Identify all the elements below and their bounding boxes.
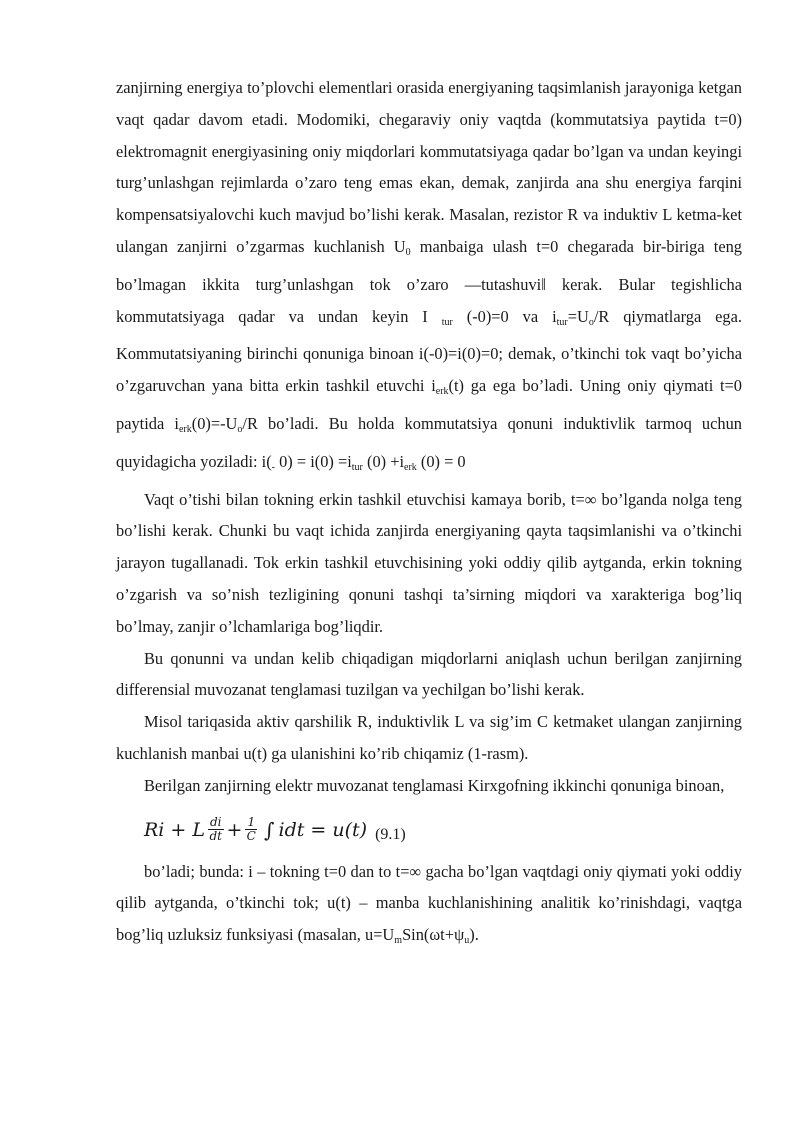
paragraph-3: Bu qonunni va undan kelib chiqadigan miqdorlarni aniqlash uchun berilgan zanjirning differensial muvozanat tenglamasi tuzilgan va yechilgan bo’lishi kerak. — [116, 648, 742, 700]
subscript: m — [394, 935, 403, 947]
paragraph-4: Misol tariqasida aktiv qarshilik R, induktivlik L va sig’im C ketmaket ulangan zanjirning kuchlanish manbai u(t) ga ulanishini ko’rib chiqamiz (1-rasm). — [116, 712, 742, 763]
fraction-denominator: dt — [209, 829, 223, 844]
text-span: bo’ladi; bunda: i – tokning t=0 dan to t=∞ gacha bo’lgan vaqtdagi oniy qiymati yoki oddiy qilib aytganda, o’tkinchi tok; u(t) – manba kuchlanishining analitik ko’rinishdagi, vaqtga bog’liq uzluksiz funksiyasi (masalan, u=U — [116, 861, 742, 945]
subscript: tur — [441, 316, 453, 328]
text-span: (0) = 0 — [416, 451, 466, 471]
text-span: manbaiga ulash t=0 chegarada bir-biriga teng bo’lmagan ikkita turg’unlashgan tok o’zaro ―tutashuvi‖ kerak. Bular tegishlicha kommutatsiyaga qadar va undan keyin I — [116, 236, 742, 326]
fraction-numerator: 1 — [247, 815, 256, 830]
document-page — [116, 72, 742, 957]
text-span: /R qiymatlarga ega. Kommutatsiyaning birinchi qonuniga binoan i(-0)=i(0)=0; demak, o’tkinchi tok vaqt bo’yicha o’zgaruvchan yana bitta erkin tashkil etuvchi i — [116, 306, 742, 396]
subscript: u — [464, 935, 470, 947]
fraction-di-dt — [208, 816, 224, 843]
subscript: o — [588, 316, 594, 328]
fraction-numerator: di — [210, 815, 222, 830]
equation — [144, 816, 367, 843]
subscript: o — [237, 423, 243, 435]
paragraph-5: Berilgan zanjirning elektr muvozanat tenglamasi Kirxgofning ikkinchi qonuniga binoan, — [144, 775, 725, 795]
subscript: - — [271, 461, 276, 473]
subscript: erk — [178, 423, 192, 435]
text-span: (0) +i — [362, 451, 404, 471]
equation-plus: + — [226, 818, 243, 841]
text-span: /R bo’ladi. Bu holda kommutatsiya qonuni induktivlik tarmoq uchun quyidagicha yoziladi: i( — [116, 413, 742, 471]
text-span: zanjirning energiya to’plovchi elementlari orasida energiyaning taqsimlanish jarayoniga ketgan vaqt qadar davom etadi. Modomiki, chegaraviy oniy vaqtda (kommutatsiya paytida t=0) elektromagnit energiyasining oniy miqdorlari kommutatsiyaga qadar bo’lgan va undan keyingi turg’unlashgan rejimlarda o’zaro teng emas ekan, demak, zanjirda ana shu energiya farqini kompensatsiyalovchi kuch mavjud bo’lishi kerak. Masalan, rezistor R va induktiv L ketma-ket ulangan zanjirni o’zgarmas kuchlanish U — [116, 78, 742, 256]
subscript: 0 — [405, 246, 411, 258]
text-span: Sin(ωt+ψ — [402, 925, 465, 945]
subscript: erk — [435, 386, 449, 398]
text-span: (t) ga ega bo’ladi. Uning oniy qiymati t=0 paytida i — [116, 376, 742, 433]
text-span: 0) = i(0) =i — [275, 451, 352, 471]
fraction-1-c — [245, 816, 257, 843]
paragraph-2: Vaqt o’tishi bilan tokning erkin tashkil etuvchisi kamaya borib, t=∞ bo’lganda nolga teng bo’lishi kerak. Chunki bu vaqt ichida zanjirda energiyaning qayta taqsimlanishi va o’tkinchi jarayon tugallanadi. Tok erkin tashkil etuvchisining yoki oddiy qilib aytganda, erkin tokning o’zgarish va so’nish tezligining qonuni tashqi ta’sirning miqdori va xarakteriga bog’liq bo’lmay, zanjir o’lchamlariga bog’liqdir. — [116, 489, 742, 636]
fraction-denominator: C — [246, 829, 256, 844]
equation-block — [144, 808, 742, 852]
text-span: (-0)=0 va i — [452, 306, 557, 326]
paragraph-6 — [116, 856, 742, 957]
equation-term-rhs: idt = u(t) — [278, 818, 368, 841]
equation-number: (9.1) — [375, 825, 406, 843]
subscript: tur — [351, 461, 363, 473]
subscript: erk — [404, 461, 417, 473]
integral-symbol: ∫ — [264, 817, 275, 842]
text-span: ). — [469, 925, 479, 945]
paragraph-1 — [116, 72, 742, 484]
text-span: (0)=-U — [191, 413, 238, 433]
equation-term-lhs: Ri + L — [144, 818, 205, 841]
text-span: =U — [567, 306, 589, 326]
subscript: tur — [556, 316, 568, 328]
